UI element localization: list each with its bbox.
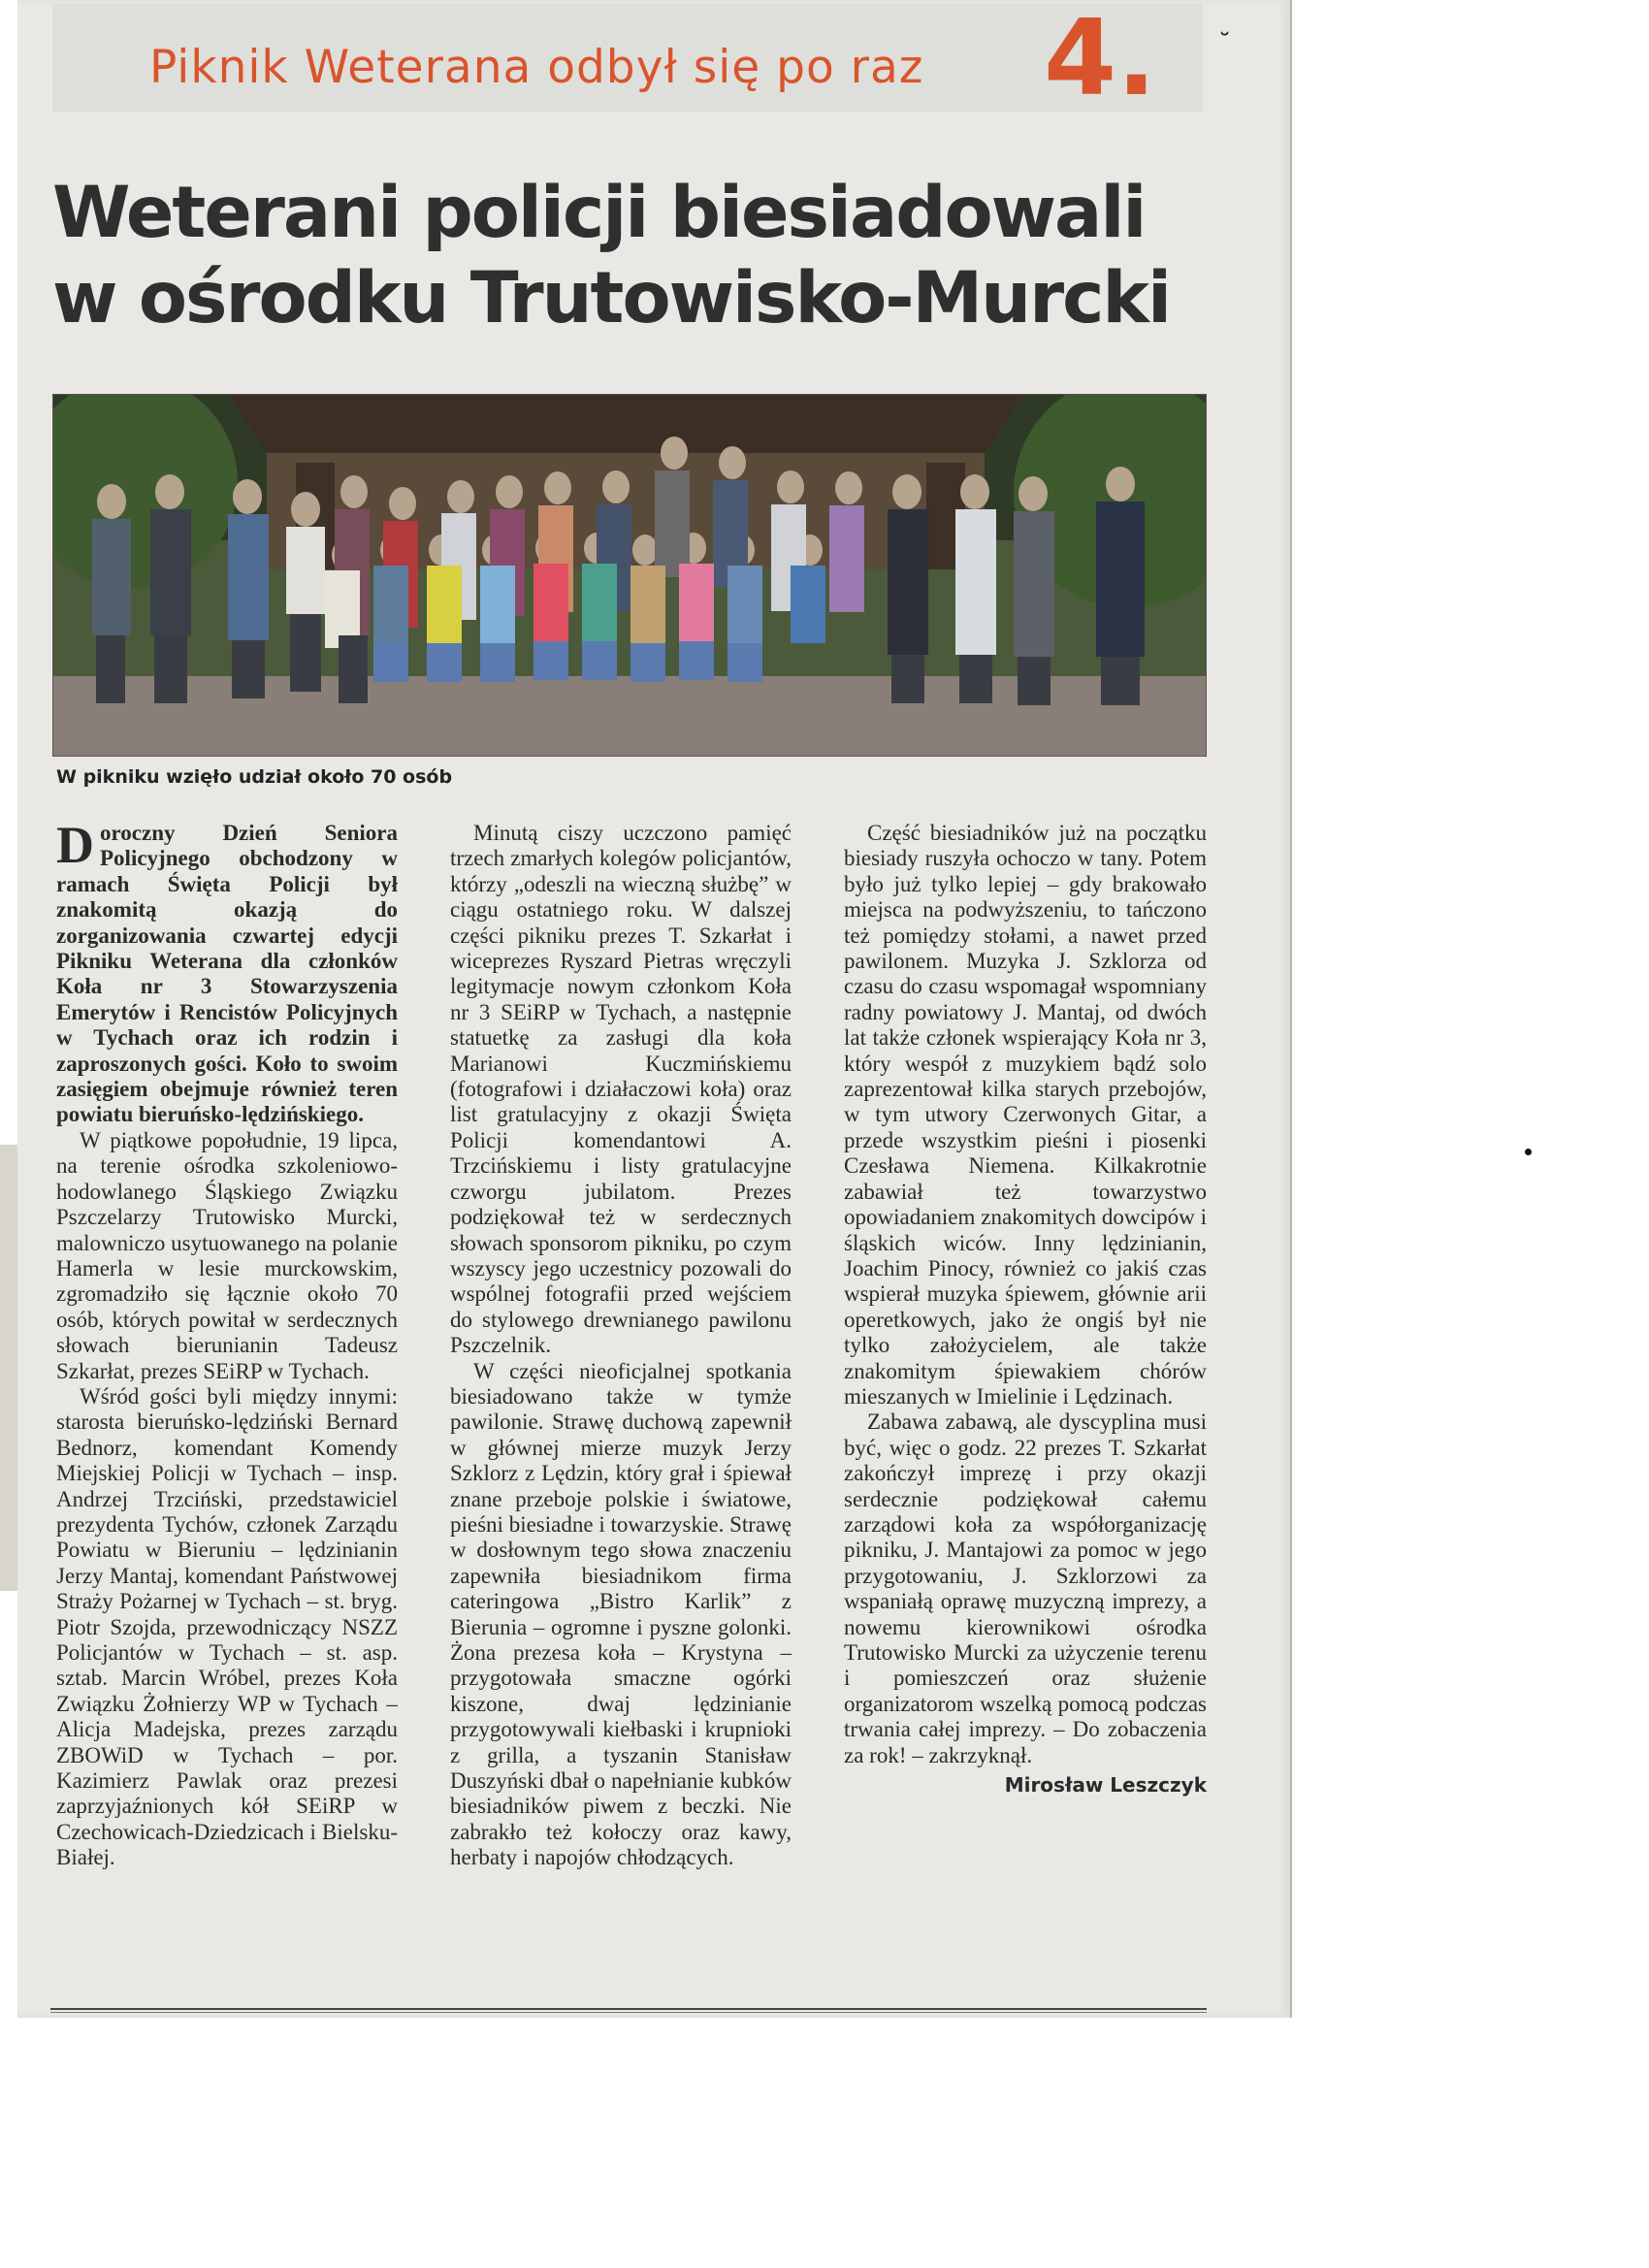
drop-cap: D bbox=[56, 816, 94, 874]
lead-paragraph bbox=[56, 816, 398, 1128]
bottom-rule bbox=[50, 2008, 1207, 2010]
article-column-3 bbox=[844, 821, 1207, 1798]
headline-line-1: Weterani policji biesiadowali bbox=[52, 172, 1146, 254]
banner-title: Piknik Weterana odbył się po raz bbox=[149, 41, 924, 94]
paragraph: Część biesiadników już na początku biesiady ruszyła ochoczo w tany. Potem było już tylko lepiej – gdy brakowało miejsca na podwyższeniu, to tańczono też pomiędzy stołami, a nawet przed pawilonem. Muzyka J. Szklorza od czasu do czasu wspomagał wspomniany radny powiatowy J. Mantaj, od dwóch lat także członek wspierający Koła nr 3, który wespół z muzykiem bądź solo zaprezentował kilka starych przebojów, w tym utwory Czerwonych Gitar, a przede wszystkim pieśni i piosenki Czesława Niemena. Kilkakrotnie zabawiał też towarzystwo opowiadaniem znakomitych dowcipów i śląskich wiców. Inny lędzinianin, Joachim Pinocy, również co jakiś czas wspierał muzyka śpiewem, głównie arii operetkowych, jako że ongiś był nie tylko założycielem, ale także znakomitym śpiewakiem chórów mieszanych w Imielinie i Lędzinach. bbox=[844, 821, 1207, 1409]
lead-text: oroczny Dzień Seniora Policyjnego obchodzony w ramach Święta Policji był znakomitą okazją do zorganizowania czwartej edycji Pikniku Weterana dla członków Koła nr 3 Stowarzyszenia Emerytów i Rencistów Policyjnych w Tychach oraz ich rodzin i zaproszonych gości. Koło to swoim zasięgiem obejmuje również teren powiatu bieruńsko-lędzińskiego. bbox=[56, 821, 398, 1127]
paragraph: Zabawa zabawą, ale dyscyplina musi być, więc o godz. 22 prezes T. Szkarłat zakończył imprezę i przy okazji serdecznie podziękował całemu zarządowi koła za współorganizację pikniku, J. Mantajowi za pomoc w jego przygotowaniu, J. Szklorzowi za wspaniałą oprawę muzyczną imprezy, a nowemu kierownikowi ośrodka Trutowisko Murcki za użyczenie terenu i pomieszczeń oraz służenie organizatorom wszelką pomocą podczas trwania całej imprezy. – Do zobaczenia za rok! – zakrzyknął. bbox=[844, 1409, 1207, 1767]
article-column-1 bbox=[56, 816, 398, 1871]
paragraph: W części nieoficjalnej spotkania biesiadowano także w tymże pawilonie. Strawę duchową zapewnił w głównej mierze muzyk Jerzy Szklorz z Lędzin, który grał i śpiewał znane przeboje polskie i światowe, pieśni biesiadne i towarzyskie. Strawę w dosłownym tego słowa znaczeniu zapewniła biesiadnikom firma cateringowa „Bistro Karlik” z Bierunia – ogromne i pyszne golonki. Żona prezesa koła – Krystyna – przygotowała smaczne ogórki kiszone, dwaj lędzinianie przygotowywali kiełbaski i krupnioki z grilla, a tyszanin Stanisław Duszyński dbał o napełnianie kubków biesiadników piwem z beczki. Nie zabrakło też kołoczy oraz kawy, herbaty i napojów chłodzących. bbox=[450, 1358, 792, 1870]
photo-caption: W pikniku wzięło udział około 70 osób bbox=[56, 766, 453, 788]
headline-line-2: w ośrodku Trutowisko-Murcki bbox=[52, 256, 1170, 340]
paragraph: Minutą ciszy uczczono pamięć trzech zmarłych kolegów policjantów, którzy „odeszli na wieczną służbę” w ciągu ostatniego roku. W dalszej części pikniku prezes T. Szkarłat i wiceprezes Ryszard Pietras wręczyli legitymacje nowym członkom Koła nr 3 SEiRP w Tychach, a następnie statuetkę za zasługi dla koła Marianowi Kuczmińskiemu (fotografowi i działaczowi koła) oraz list gratulacyjny z okazji Święta Policji komendantowi A. Trzcińskiemu i listy gratulacyjne czworgu jubilatom. Prezes podziękował też w serdecznych słowach sponsorom pikniku, po czym wszyscy jego uczestnicy pozowali do wspólnej fotografii przed wejściem do stylowego drewnianego pawilonu Pszczelnik. bbox=[450, 821, 792, 1358]
paragraph: Wśród gości byli między innymi: starosta bieruńsko-lędziński Bernard Bednorz, komendant Komendy Miejskiej Policji w Tychach – insp. Andrzej Trzciński, przedstawiciel prezydenta Tychów, członek Zarządu Powiatu w Bieruniu – lędzinianin Jerzy Mantaj, komendant Państwowej Straży Pożarnej w Tychach – st. bryg. Piotr Szojda, przewodniczący NSZZ Policjantów w Tychach – st. asp. sztab. Marcin Wróbel, prezes Koła Związku Żołnierzy WP w Tychach – Alicja Madejska, prezes zarządu ZBOWiD w Tychach – por. Kazimierz Pawlak oraz prezesi zaprzyjaźnionych kół SEiRP w Czechowicach-Dziedzicach i Bielsku-Białej. bbox=[56, 1383, 398, 1870]
article-column-2 bbox=[450, 821, 792, 1871]
bottom-rule-thin bbox=[50, 2012, 1207, 2013]
headline bbox=[52, 171, 1216, 340]
newspaper-page bbox=[17, 0, 1292, 2018]
author-byline: Mirosław Leszczyk bbox=[1004, 1773, 1207, 1798]
group-photo bbox=[52, 394, 1207, 757]
banner-number: 4. bbox=[1044, 0, 1157, 119]
scan-dust-dot bbox=[1525, 1149, 1532, 1155]
corner-mark-icon: ˘ bbox=[1218, 29, 1231, 58]
adjacent-page-edge bbox=[0, 1145, 17, 1591]
group-photo-illustration bbox=[53, 395, 1206, 756]
paragraph: W piątkowe popołudnie, 19 lipca, na terenie ośrodka szkoleniowo-hodowlanego Śląskiego Związku Pszczelarzy Trutowisko Murcki, malowniczo usytuowanego na polanie Hamerla w lesie murckowskim, zgromadziło się łącznie około 70 osób, których powitał w serdecznych słowach bierunianin Tadeusz Szkarłat, prezes SEiRP w Tychach. bbox=[56, 1127, 398, 1383]
section-banner bbox=[52, 0, 1203, 119]
